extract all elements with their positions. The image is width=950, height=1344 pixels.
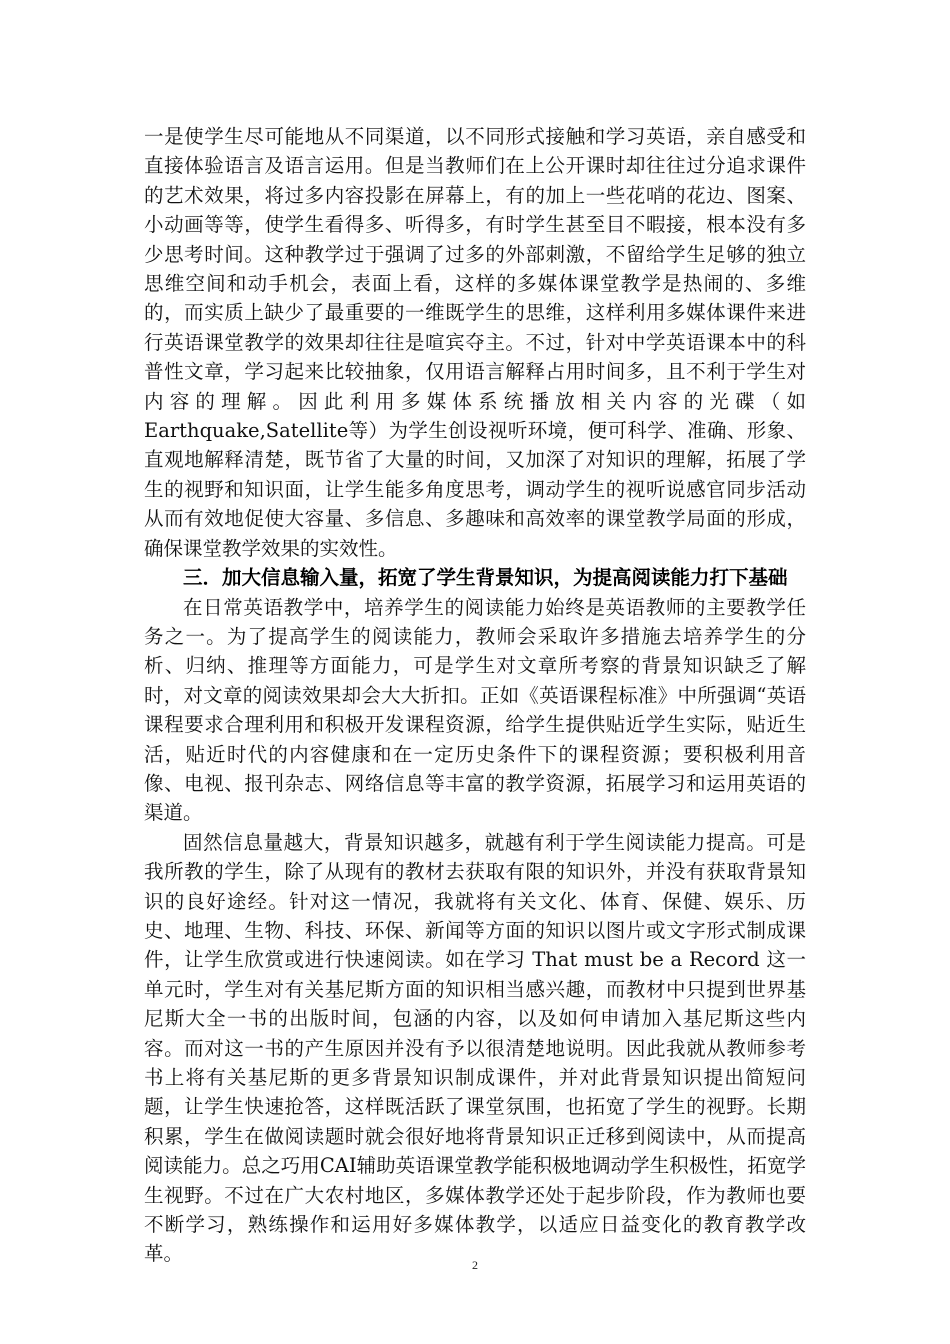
body-paragraph-continued: 一是使学生尽可能地从不同渠道，以不同形式接触和学习英语，亲自感受和直接体验语言及语言运用。但是当教师们在上公开课时却往往过分追求课件的艺术效果，将过多内容投影在屏幕上，有的加上一些花哨的花边、图案、小动画等等，使学生看得多、听得多，有时学生甚至目不暇接，根本没有多少思考时间。这种教学过于强调了过多的外部刺激，不留给学生足够的独立思维空间和动手机会，表面上看，这样的多媒体课堂教学是热闹的、多维的，而实质上缺少了最重要的一维既学生的思维，这样利用多媒体课件来进行英语课堂教学的效果却往往是喧宾夺主。不过，针对中学英语课本中的科普性文章，学习起来比较抽象，仅用语言解释占用时间多，且不利于学生对内容的理解。因此利用多媒体系统播放相关内容的光碟（如Earthquake,Satellite等）为学生创设视听环境，便可科学、准确、形象、直观地解释清楚，既节省了大量的时间，又加深了对知识的理解，拓展了学生的视野和知识面，让学生能多角度思考，调动学生的视听说感官同步活动从而有效地促使大容量、多信息、多趣味和高效率的课堂教学局面的形成，确保课堂教学效果的实效性。 [144, 125, 806, 560]
section-heading: 三．加大信息输入量，拓宽了学生背景知识，为提高阅读能力打下基础 [183, 566, 788, 590]
document-body [144, 122, 806, 1269]
body-paragraph-background-knowledge: 固然信息量越大，背景知识越多，就越有利于学生阅读能力提高。可是我所教的学生，除了从现有的教材去获取有限的知识外，并没有获取背景知识的良好途经。针对这一情况，我就将有关文化、体育、保健、娱乐、历史、地理、生物、科技、环保、新闻等方面的知识以图片或文字形式制成课件，让学生欣赏或进行快速阅读。如在学习 That must be a Record 这一单元时，学生对有关基尼斯方面的知识相当感兴趣，而教材中只提到世界基尼斯大全一书的出版时间，包涵的内容，以及如何申请加入基尼斯这些内容。而对这一书的产生原因并没有予以很清楚地说明。因此我就从教师参考书上将有关基尼斯的更多背景知识制成课件，并对此背景知识提出简短问题，让学生快速抢答，这样既活跃了课堂氛围，也拓宽了学生的视野。长期积累，学生在做阅读题时就会很好地将背景知识正迁移到阅读中，从而提高阅读能力。总之巧用CAI辅助英语课堂教学能积极地调动学生积极性，拓宽学生视野。不过在广大农村地区，多媒体教学还处于起步阶段，作为教师也要不断学习，熟练操作和运用好多媒体教学，以适应日益变化的教育教学改革。 [144, 830, 806, 1266]
page-number: 2 [472, 1258, 478, 1272]
body-paragraph-reading-ability: 在日常英语教学中，培养学生的阅读能力始终是英语教师的主要教学任务之一。为了提高学生的阅读能力，教师会采取许多措施去培养学生的分析、归纳、推理等方面能力，可是学生对文章所考察的背景知识缺乏了解时，对文章的阅读效果却会大大折扣。正如《英语课程标准》中所强调“英语课程要求合理利用和积极开发课程资源，给学生提供贴近学生实际，贴近生活，贴近时代的内容健康和在一定历史条件下的课程资源；要积极利用音像、电视、报刊杂志、网络信息等丰富的教学资源，拓展学习和运用英语的渠道。 [144, 595, 806, 825]
